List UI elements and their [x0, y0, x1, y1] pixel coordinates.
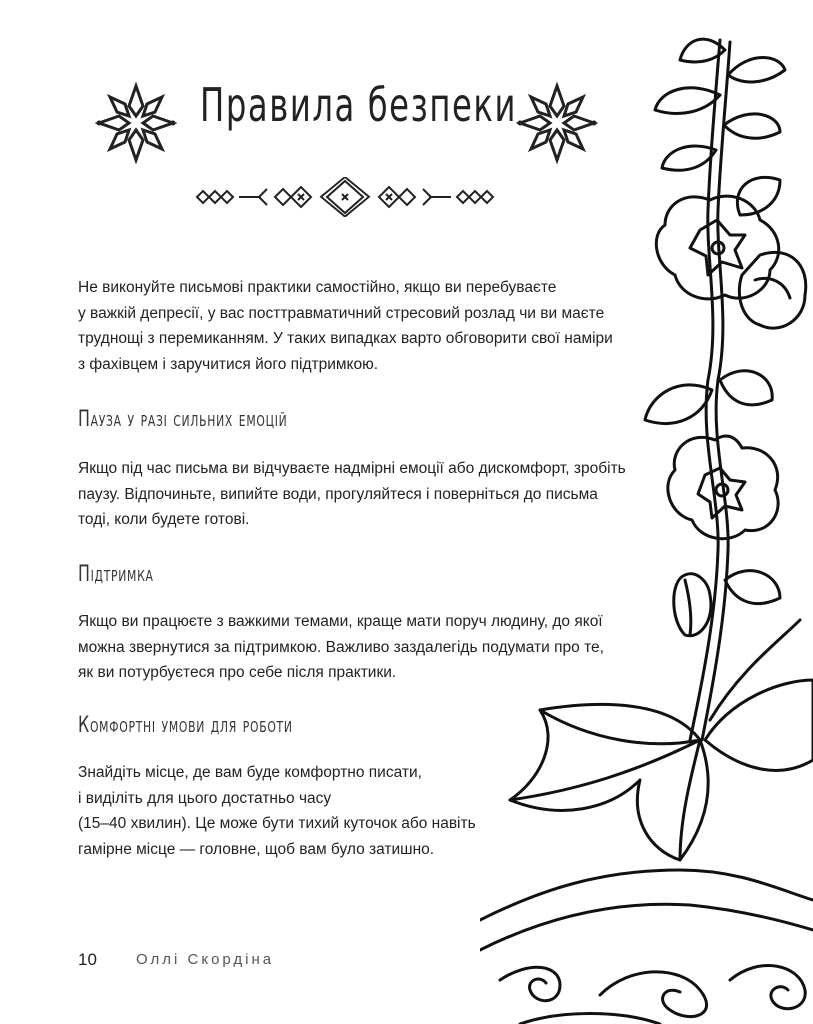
section-heading: Пауза у разі сильних емоцій	[78, 407, 288, 432]
text-line: з фахівцем і заручитися його підтримкою.	[78, 355, 379, 373]
section-paragraph	[78, 760, 498, 862]
text-line: тоді, коли будете готові.	[78, 511, 250, 528]
text-line: і виділіть для цього достатньо часу	[78, 789, 332, 807]
diamond-border-ornament	[195, 177, 495, 217]
star-ornament-icon	[95, 82, 177, 164]
text-line: Якщо під час письма ви відчуваєте надмірні емоції або дискомфорт, зробіть	[78, 460, 626, 477]
text-line: (15–40 хвилин). Це може бути тихий куточок або навіть	[78, 815, 476, 832]
text-line: як ви потурбуєтеся про себе після практики.	[78, 664, 397, 681]
text-line: паузу. Відпочиньте, випийте води, прогуляйтеся і поверніться до письма	[78, 485, 598, 503]
text-line: Знайдіть місце, де вам буде комфортно писати,	[78, 764, 422, 781]
text-line: Якщо ви працюєте з важкими темами, краще мати поруч людину, до якої	[78, 613, 603, 630]
page-title: Правила безпеки	[200, 78, 518, 132]
page-number: 10	[78, 950, 97, 969]
running-footer-author: Оллі Скордіна	[136, 951, 275, 968]
floral-illustration	[480, 20, 813, 1024]
text-line: труднощі з перемиканням. У таких випадках варто обговорити свої наміри	[78, 330, 613, 347]
section-heading: Комфортні умови для роботи	[78, 713, 293, 738]
text-line: гамірне місце — головне, щоб вам було затишно.	[78, 840, 435, 858]
text-line: Не виконуйте письмові практики самостійно, якщо ви перебуваєте	[78, 279, 557, 296]
text-line: у важкій депресії, у вас посттравматичний стресовий розлад чи ви маєте	[78, 304, 605, 322]
text-line: можна звернутися за підтримкою. Важливо заздалегідь подумати про те,	[78, 638, 604, 656]
section-heading: Підтримка	[78, 562, 154, 587]
